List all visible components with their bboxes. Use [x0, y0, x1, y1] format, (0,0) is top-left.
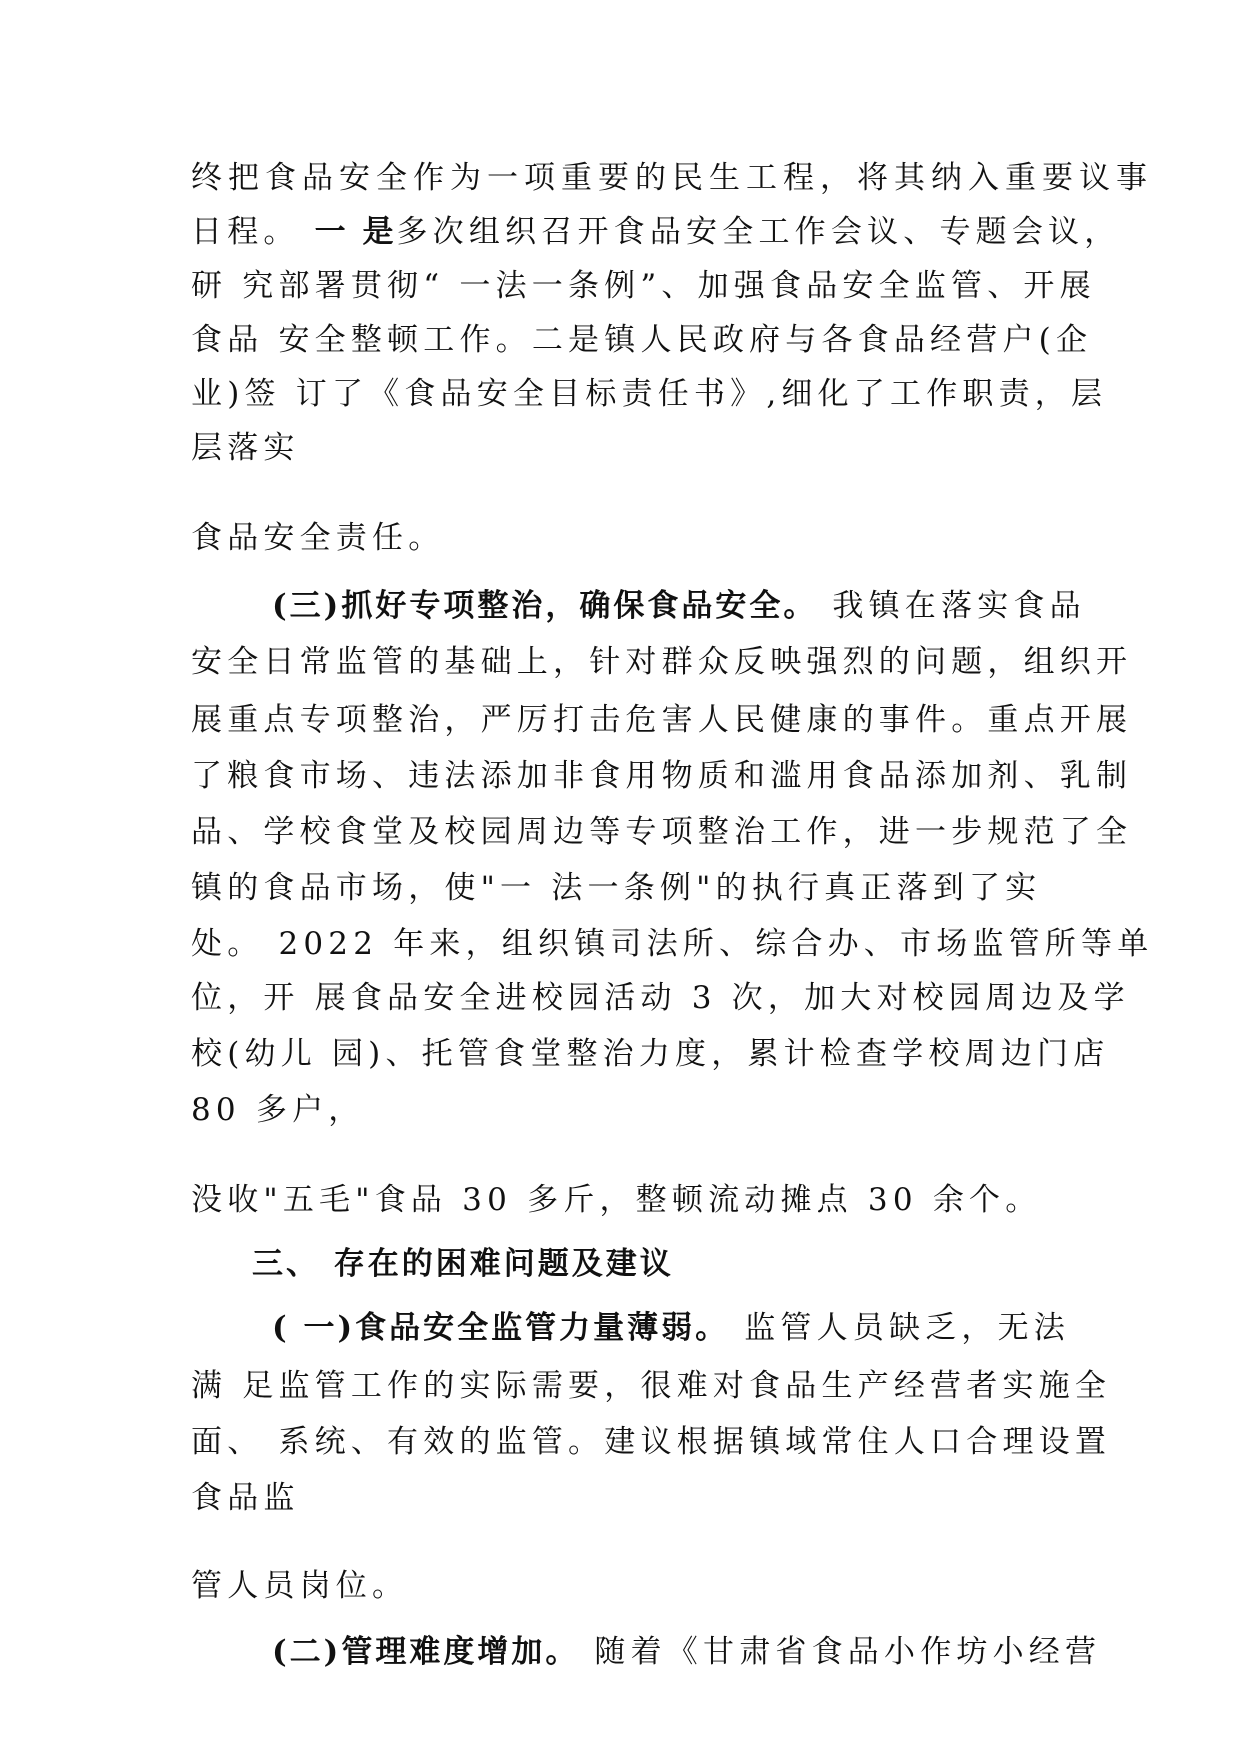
body-text-line: 层落实 — [191, 430, 300, 466]
body-text-line — [272, 586, 1086, 626]
body-text-line: 品、学校食堂及校园周边等专项整治工作，进一步规范了全 — [191, 814, 1133, 850]
body-text-span: 多次组织召开食品安全工作会议、专题会议， — [396, 214, 1121, 250]
body-text-span: 日程。 — [191, 214, 315, 250]
body-text-line: 处。 2022 年来，组织镇司法所、综合办、市场监管所等单 — [191, 926, 1154, 962]
section-heading: (二)管理难度增加。 — [272, 1634, 580, 1670]
body-text-line: 展重点专项整治，严厉打击危害人民健康的事件。重点开展 — [191, 702, 1133, 738]
body-text-line: 管人员岗位。 — [191, 1568, 409, 1604]
body-text-span: 我镇在落实食品 — [817, 588, 1086, 624]
body-text-line: 食品安全责任。 — [191, 520, 445, 556]
body-text-line: 80 多户， — [191, 1092, 365, 1128]
body-text-line: 满 足监管工作的实际需要，很难对食品生产经营者实施全 — [191, 1368, 1112, 1404]
body-text-line: 食品 安全整顿工作。二是镇人民政府与各食品经营户(企 — [191, 322, 1093, 358]
body-text-line: 研 究部署贯彻“ 一法一条例”、加强食品安全监管、开展 — [191, 268, 1096, 304]
body-text-line: 食品监 — [191, 1480, 300, 1516]
section-title-text: 三、 存在的困难问题及建议 — [252, 1246, 674, 1282]
body-text-span: 随着《甘肃省食品小作坊小经营 — [579, 1634, 1102, 1670]
body-text-line — [272, 1308, 1070, 1348]
body-text-span: 监管人员缺乏，无法 — [729, 1310, 1070, 1346]
emphasis-text: 一 是 — [314, 214, 397, 250]
body-text-line: 终把食品安全作为一项重要的民生工程，将其纳入重要议事 — [191, 160, 1153, 196]
body-text-line: 安全日常监管的基础上，针对群众反映强烈的问题，组织开 — [191, 644, 1133, 680]
section-title — [252, 1244, 674, 1284]
body-text-line — [272, 1632, 1101, 1672]
body-text-line: 镇的食品市场，使"一 法一条例"的执行真正落到了实 — [191, 870, 1042, 906]
body-text-line: 面、 系统、有效的监管。建议根据镇域常住人口合理设置 — [191, 1424, 1112, 1460]
body-text-line: 了粮食市场、违法添加非食用物质和滥用食品添加剂、乳制 — [191, 758, 1133, 794]
section-heading: ( 一)食品安全监管力量薄弱。 — [272, 1310, 730, 1346]
body-text-line: 没收"五毛"食品 30 多斤，整顿流动摊点 30 余个。 — [191, 1182, 1042, 1218]
body-text-line: 业)签 订了《食品安全目标责任书》,细化了工作职责，层 — [191, 376, 1108, 412]
body-text-line — [191, 212, 1120, 252]
body-text-line: 校(幼儿 园)、托管食堂整治力度，累计检查学校周边门店 — [191, 1036, 1110, 1072]
body-text-line: 位，开 展食品安全进校园活动 3 次，加大对校园周边及学 — [191, 980, 1130, 1016]
section-heading: (三)抓好专项整治，确保食品安全。 — [272, 588, 818, 624]
